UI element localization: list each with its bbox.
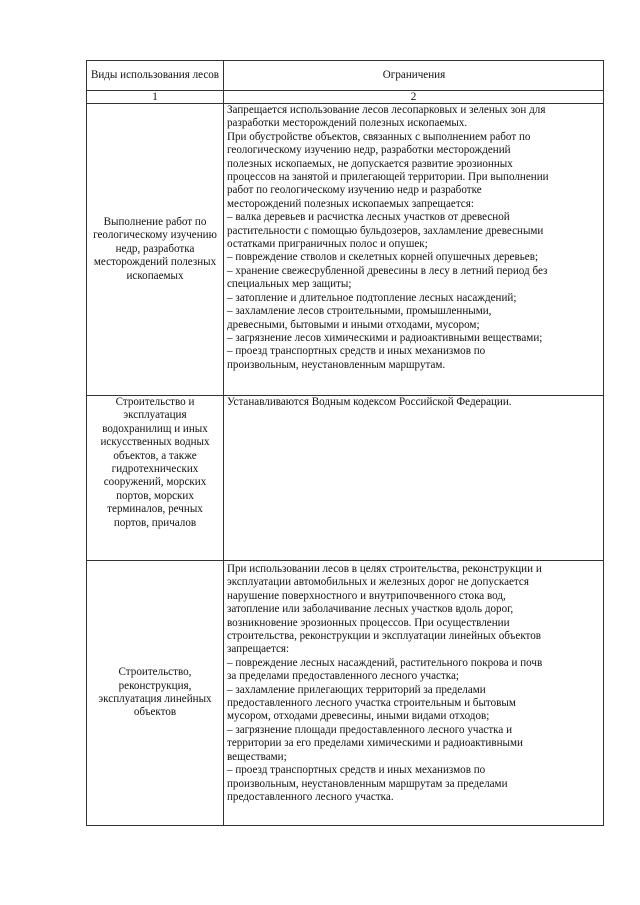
restriction-line: При использовании лесов в целях строительства, реконструкции и [227,563,542,575]
restriction-line: полезных ископаемых, не допускается развитие эрозионных [227,157,513,170]
row-3-use-type [87,561,224,826]
restriction-line: возникновение эрозионных процессов. При осуществлении [227,616,510,629]
column-number-row [87,91,604,104]
restriction-line: – валка деревьев и расчистка лесных участков от древесной [227,211,510,224]
row-3-use-type-text: Строительство, реконструкция, эксплуатация линейных объектов [98,666,212,719]
header-restrictions: Ограничения [224,61,604,91]
restriction-line: – загрязнение лесов химическими и радиоактивными веществами; [227,331,543,344]
restriction-line: – захламление лесов строительными, промышленными, [227,305,492,318]
restriction-line: древесными, бытовыми и иными отходами, мусором; [227,318,480,331]
restriction-line: – повреждение стволов и скелетных корней опушечных деревьев; [227,251,539,264]
restriction-line: процессов на занятой и прилегающей территории. При выполнении [227,171,549,184]
table-row [87,104,604,396]
restriction-line: строительства, реконструкции и эксплуатации линейных объектов [227,630,542,643]
restrictions-table [86,60,604,826]
restriction-line: – повреждение лесных насаждений, растительного покрова и почв [227,656,543,669]
restriction-line: нарушение поверхностного и внутрипочвенного стока вод, [227,589,506,602]
restriction-line: веществами; [227,750,287,763]
restriction-line: территории за его пределами химическими и радиоактивными [227,737,523,750]
restriction-line: за пределами предоставленного лесного участка; [227,670,460,683]
restriction-line: эксплуатации автомобильных и железных дорог не допускается [227,576,529,589]
row-1-restrictions [224,104,604,396]
column-number-2: 2 [224,91,604,104]
restriction-line: мусором, отходами древесины, иными видами отходов; [227,710,490,723]
row-1-use-type [87,104,224,396]
restriction-line: – затопление и длительное подтопление лесных насаждений; [227,291,517,304]
restriction-line: предоставленного лесного участка. [227,790,394,803]
restriction-line: – загрязнение площади предоставленного лесного участка и [227,723,513,736]
restriction-line: произвольным, неустановленным маршрутам. [227,358,446,371]
restriction-line: – проезд транспортных средств и иных механизмов по [227,764,486,777]
restriction-line: геологическому изучению недр, разработки месторождений [227,144,511,157]
restriction-line: – захламление прилегающих территорий за пределами [227,683,486,696]
column-number-1: 1 [87,91,224,104]
header-forest-use-types: Виды использования лесов [87,61,224,91]
restriction-line: предоставленного лесного участка строительным и бытовым [227,697,516,710]
restriction-line: затопление или заболачивание лесных участков вдоль дорог, [227,603,514,616]
restriction-line: произвольным, неустановленным маршрутам за пределами [227,777,508,790]
restriction-line: месторождений полезных ископаемых запрещается: [227,197,474,210]
restriction-line: растительности с помощью бульдозеров, захламление древесными [227,224,544,237]
row-3-restrictions [224,561,604,826]
restriction-line: запрещается: [227,643,290,656]
restriction-line: При обустройстве объектов, связанных с выполнением работ по [227,130,531,143]
restriction-line: специальных мер защиты; [227,278,352,291]
row-2-use-type-text: Строительство и эксплуатация водохранилищ и иных искусственных водных объектов, а также гидротехнических сооружений, морских портов, морских терминалов, речных портов, причалов [100,396,210,529]
restriction-line: работ по геологическому изучению недр и разработке [227,184,482,197]
table-row [87,561,604,826]
restriction-line: Запрещается использование лесов лесопарковых и зеленых зон для [227,104,546,116]
restriction-line: разработки месторождений полезных ископаемых. [227,117,468,130]
restriction-line: – хранение свежесрубленной древесины в лесу в летний период без [227,264,548,277]
table-header-row [87,61,604,91]
row-2-restrictions [224,396,604,561]
restriction-line: – проезд транспортных средств и иных механизмов по [227,345,486,358]
restriction-line: Устанавливаются Водным кодексом Российской Федерации. [227,396,512,408]
table-row [87,396,604,561]
restriction-line: остатками приграничных полос и опушек; [227,238,428,251]
row-1-use-type-text: Выполнение работ по геологическому изучению недр, разработка месторождений полезных ископаемых [93,215,217,282]
row-2-use-type [87,396,224,561]
